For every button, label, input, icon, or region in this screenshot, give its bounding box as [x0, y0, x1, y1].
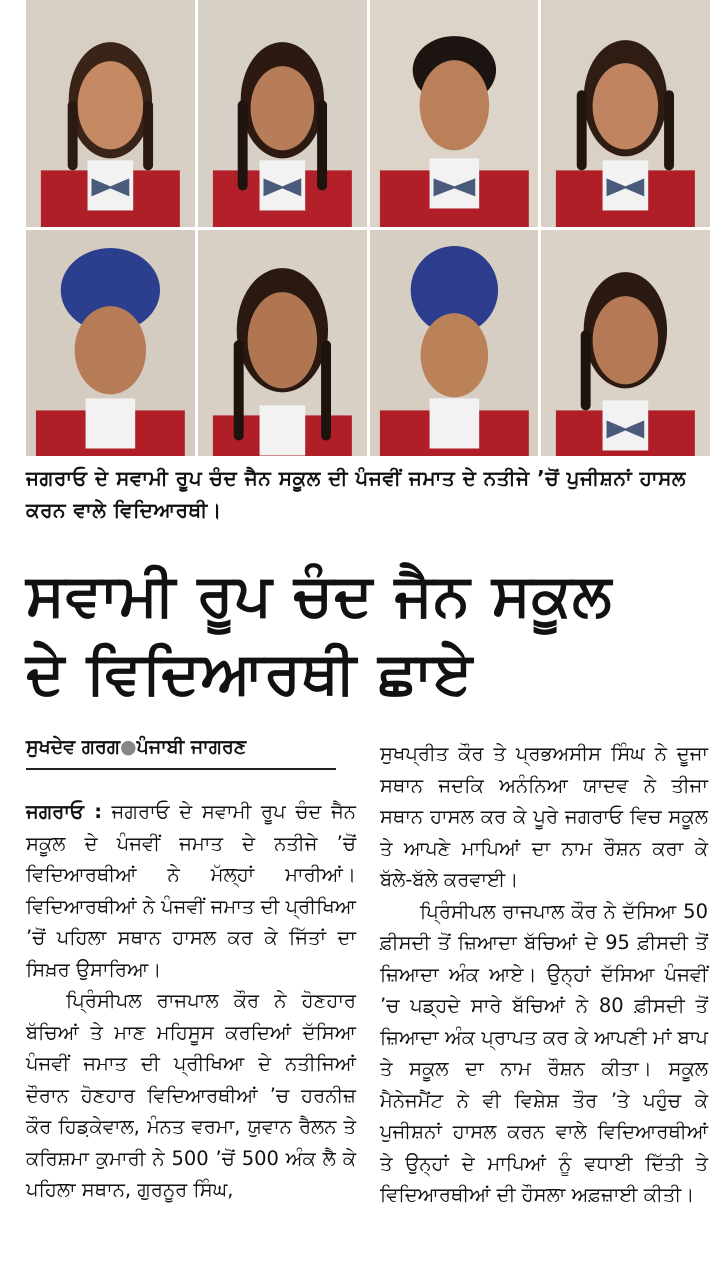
- student-photo-3: [370, 0, 539, 227]
- article-column-left: [26, 796, 356, 1206]
- student-photo-6: [198, 230, 367, 457]
- article-paragraph-4: ਪ੍ਰਿੰਸੀਪਲ ਰਾਜਪਾਲ ਕੌਰ ਨੇ ਦੱਸਿਆ 50 ਫ਼ੀਸਦੀ ਤੋਂ ਜ਼ਿਆਦਾ ਬੱਚਿਆਂ ਦੇ 95 ਫ਼ੀਸਦੀ ਤੋਂ ਜ਼ਿਆਦਾ ਅੰਕ ਆਏ। ਉਨ੍ਹਾਂ ਦੱਸਿਆ ਪੰਜਵੀਂ ’ਚ ਪਡ਼੍ਹਦੇ ਸਾਰੇ ਬੱਚਿਆਂ ਨੇ 80 ਫ਼ੀਸਦੀ ਤੋਂ ਜ਼ਿਆਦਾ ਅੰਕ ਪ੍ਰਾਪਤ ਕਰ ਕੇ ਆਪਣੀ ਮਾਂ ਬਾਪ ਤੇ ਸਕੂਲ ਦਾ ਨਾਮ ਰੌਸ਼ਨ ਕੀਤਾ। ਸਕੂਲ ਮੈਨੇਜਮੈਂਟ ਨੇ ਵੀ ਵਿਸ਼ੇਸ਼ ਤੌਰ ’ਤੇ ਪਹੁੰਚ ਕੇ ਪੁਜੀਸ਼ਨਾਂ ਹਾਸਲ ਕਰਨ ਵਾਲੇ ਵਿਦਿਆਰਥੀਆਂ ਤੇ ਉਨ੍ਹਾਂ ਦੇ ਮਾਪਿਆਂ ਨੂੰ ਵਧਾਈ ਦਿੱਤੀ ਤੇ ਵਿਦਿਆਰਥੀਆਂ ਦੀ ਹੌਸਲਾ ਅਫ਼ਜ਼ਾਈ ਕੀਤੀ।: [380, 899, 708, 1206]
- student-photo-grid: [26, 0, 710, 456]
- article-paragraph-2: ਪ੍ਰਿੰਸੀਪਲ ਰਾਜਪਾਲ ਕੌਰ ਨੇ ਹੋਣਹਾਰ ਬੱਚਿਆਂ ਤੇ ਮਾਣ ਮਹਿਸੂਸ ਕਰਦਿਆਂ ਦੱਸਿਆ ਪੰਜਵੀਂ ਜਮਾਤ ਦੀ ਪ੍ਰੀਖਿਆ ਦੇ ਨਤੀਜਿਆਂ ਦੌਰਾਨ ਹੋਣਹਾਰ ਵਿਦਿਆਰਥੀਆਂ ’ਚ ਹਰਨੀਜ਼ ਕੌਰ ਹਿਡ਼ਕੇਵਾਲ, ਮੰਨਤ ਵਰਮਾ, ਯੁਵਾਨ ਰੈਲਨ ਤੇ ਕਰਿਸ਼ਮਾ ਕੁਮਾਰੀ ਨੇ 500 ’ਚੋਂ 500 ਅੰਕ ਲੈ ਕੇ ਪਹਿਲਾ ਸਥਾਨ, ਗੁਰਨੂਰ ਸਿੰਘ,: [26, 989, 356, 1201]
- student-photo-8: [541, 230, 710, 457]
- student-photo-2: [198, 0, 367, 227]
- byline-separator: ●: [120, 736, 137, 758]
- article-column-right: [380, 738, 708, 1211]
- student-photo-4: [541, 0, 710, 227]
- student-photo-1: [26, 0, 195, 227]
- article-paragraph-3: ਸੁਖਪ੍ਰੀਤ ਕੌਰ ਤੇ ਪ੍ਰਭਅਸੀਸ ਸਿੰਘ ਨੇ ਦੂਜਾ ਸਥਾਨ ਜਦਕਿ ਅਨੰਨਿਆ ਯਾਦਵ ਨੇ ਤੀਜਾ ਸਥਾਨ ਹਾਸਲ ਕਰ ਕੇ ਪੂਰੇ ਜਗਰਾਓ ਵਿਚ ਸਕੂਲ ਤੇ ਆਪਣੇ ਮਾਪਿਆਂ ਦਾ ਨਾਮ ਰੌਸ਼ਨ ਕਰਾ ਕੇ ਬੱਲੇ-ਬੱਲੇ ਕਰਵਾਈ।: [380, 742, 708, 891]
- headline-line-2: ਦੇ ਵਿਦਿਆਰਥੀ ਛਾਏ: [26, 639, 474, 707]
- student-photo-7: [370, 230, 539, 457]
- byline-publication: ਪੰਜਾਬੀ ਜਾਗਰਣ: [136, 736, 247, 758]
- headline-line-1: ਸਵਾਮੀ ਰੂਪ ਚੰਦ ਜੈਨ ਸਕੂਲ: [26, 561, 613, 629]
- headline: [26, 556, 710, 712]
- byline: [26, 736, 336, 770]
- photo-caption: ਜਗਰਾਓ ਦੇ ਸਵਾਮੀ ਰੂਪ ਚੰਦ ਜੈਨ ਸਕੂਲ ਦੀ ਪੰਜਵੀਂ ਜਮਾਤ ਦੇ ਨਤੀਜੇ ’ਚੋਂ ਪੁਜੀਸ਼ਨਾਂ ਹਾਸਲ ਕਰਨ ਵਾਲੇ ਵਿਦਿਆਰਥੀ।: [26, 466, 686, 522]
- byline-author: ਸੁਖਦੇਵ ਗਰਗ: [26, 736, 121, 758]
- student-photo-5: [26, 230, 195, 457]
- dateline: ਜਗਰਾਓ :: [26, 800, 102, 823]
- article-paragraph-1-text: ਜਗਰਾਓ ਦੇ ਸਵਾਮੀ ਰੂਪ ਚੰਦ ਜੈਨ ਸਕੂਲ ਦੇ ਪੰਜਵੀਂ ਜਮਾਤ ਦੇ ਨਤੀਜੇ ’ਚੋਂ ਵਿਦਿਆਰਥੀਆਂ ਨੇ ਮੱਲ੍ਹਾਂ ਮਾਰੀਆਂ। ਵਿਦਿਆਰਥੀਆਂ ਨੇ ਪੰਜਵੀਂ ਜਮਾਤ ਦੀ ਪ੍ਰੀਖਿਆ ’ਚੋਂ ਪਹਿਲਾ ਸਥਾਨ ਹਾਸਲ ਕਰ ਕੇ ਜਿੱਤਾਂ ਦਾ ਸਿਖ਼ਰ ਉਸਾਰਿਆ।: [26, 800, 356, 981]
- article-paragraph-1: [26, 796, 356, 985]
